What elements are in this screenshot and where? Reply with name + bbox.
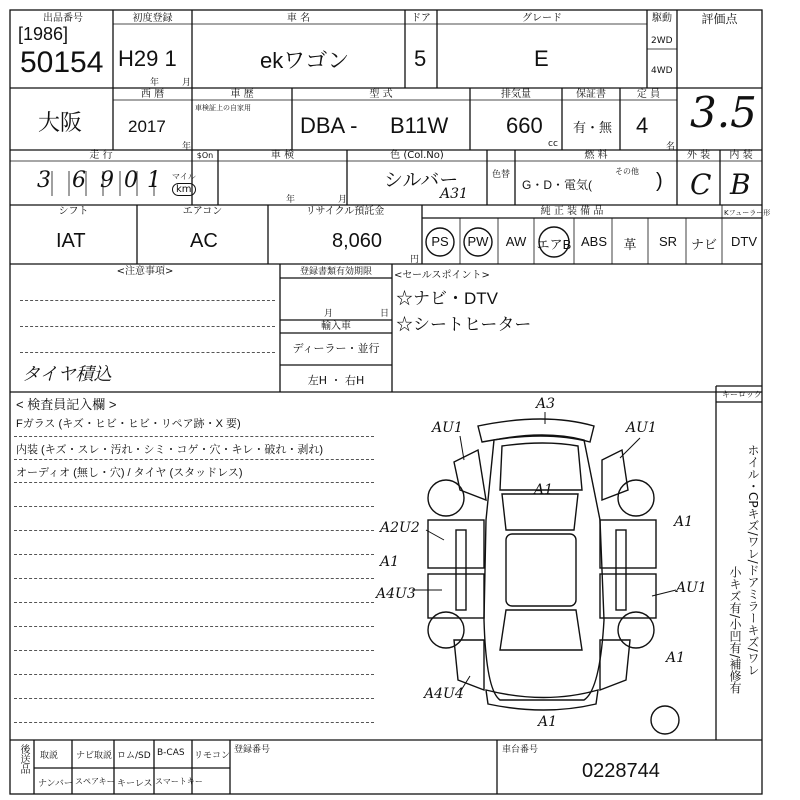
sales-point-1: ☆ナビ・DTV [396, 289, 498, 308]
footer-item-spare-key: スペアキー [75, 777, 115, 786]
mark-right-door-rear: AU1 [676, 580, 707, 596]
first-reg-month-unit: 月 [182, 78, 192, 88]
inspector-line-glass: Fガラス (キズ・ヒビ・ヒビ・リペア跡・X 要) [16, 418, 241, 430]
displacement-label: 排気量 [501, 89, 531, 100]
chassis-label: 車台番号 [502, 745, 539, 755]
recycle-value: 8,060 [332, 230, 383, 252]
doors-label: ドア [411, 13, 431, 24]
footer-item-keyless: キーレス [117, 779, 153, 789]
fuel-label: 燃 料 [584, 150, 608, 161]
mark-left-quarter: A4U3 [376, 586, 416, 602]
equipment-navi: ナビ [690, 237, 717, 252]
doors-value: 5 [414, 46, 427, 71]
model-label: 型 式 [369, 89, 393, 100]
keyless-label: Kフューラー形 [724, 209, 771, 217]
mileage-digit: 6 [72, 168, 86, 193]
transport-label: 後送品 [18, 744, 29, 774]
equipment-leather: 革 [623, 237, 637, 252]
model-prefix: DBA - [300, 113, 358, 138]
equipment-airbag: エアB [536, 237, 572, 252]
equipment-pw: PW [467, 234, 489, 249]
shift-value: IAT [56, 230, 86, 252]
footer-item-rom-sd: ロム/SD [117, 751, 151, 761]
equipment-aw: AW [505, 234, 527, 249]
color-change-label: 色替 [491, 170, 510, 180]
drive-4wd: 4WD [651, 66, 673, 76]
mark-hood: A1 [534, 482, 554, 498]
mark-front-right-fender: AU1 [626, 420, 657, 436]
recycle-label: リサイクル預託金 [305, 206, 385, 217]
inspector-title: < 検査員記入欄 > [16, 397, 117, 412]
displacement-unit: cc [548, 139, 558, 149]
side-note-damage: 小キズ有/小凹有/補修有 [728, 566, 742, 695]
displacement-value: 660 [506, 113, 543, 138]
capacity-value: 4 [636, 113, 649, 138]
mark-front-left-fender: AU1 [432, 420, 463, 436]
sales-point-2: ☆シートヒーター [396, 315, 532, 334]
lot-prefix: [1986] [18, 24, 69, 44]
dealer-label: ディーラー・並行 [292, 342, 380, 355]
shift-label: シフト [58, 206, 89, 217]
footer-item-manual: 取説 [40, 751, 59, 761]
exterior-value: C [690, 168, 712, 201]
dollar-label: $On [196, 151, 214, 160]
reg-number-label: 登録番号 [234, 745, 271, 755]
shaken-month-unit: 月 [338, 195, 348, 205]
fuel-values: G・D・電気( [522, 178, 592, 192]
color-label: 色 (Col.No) [390, 150, 444, 161]
first-reg-label: 初度登録 [132, 13, 173, 24]
footer-item-navi-manual: ナビ取説 [76, 751, 113, 761]
model-code: B11W [390, 113, 449, 138]
first-reg-value: H29 1 [118, 46, 177, 71]
equipment-dtv: DTV [731, 234, 757, 249]
grade-label: グレード [522, 13, 562, 24]
ac-label: エアコン [182, 206, 223, 217]
capacity-label: 定 員 [636, 89, 661, 100]
caution-handwritten: タイヤ積込 [22, 364, 112, 385]
reg-day: 日 [380, 309, 390, 319]
reg-doc-label: 登録書類有効期限 [299, 267, 372, 277]
mileage-label: 走 行 [89, 150, 113, 161]
mark-right-door-front: A1 [674, 514, 694, 530]
handle-label: 左H ・ 右H [307, 374, 365, 387]
mark-left-door-front: A2U2 [380, 520, 420, 536]
caution-label: <注意事項> [116, 266, 174, 277]
mileage-unit-mile: マイル [172, 172, 196, 181]
mileage-digit: 9 [100, 168, 114, 193]
region: 大阪 [38, 110, 83, 135]
mark-rear-left: A4U4 [424, 686, 464, 702]
mileage-digit: 3 [37, 168, 51, 193]
mark-right-quarter: A1 [666, 650, 686, 666]
sales-point-label: <セールスポイント> [394, 270, 490, 281]
color-value: シルバー [384, 170, 459, 191]
footer-item-smart-key: スマートキー [155, 777, 203, 786]
footer-item-remote: リモコン [194, 751, 231, 761]
score-label: 評価点 [701, 12, 738, 26]
year-value: 2017 [128, 117, 166, 136]
ac-value: AC [190, 230, 218, 252]
import-label: 輸入車 [321, 321, 351, 332]
score-value: 3.5 [690, 88, 757, 137]
fuel-close-paren: ) [656, 170, 663, 192]
history-label: 車 歴 [230, 89, 254, 100]
side-note-wheel: ホイル・CPキズ/ワレ/ドアミラーキズ/ワレ [746, 444, 760, 676]
equipment-ps: PS [431, 234, 449, 249]
mileage-digit: 0 [124, 168, 138, 193]
equipment-label: 純 正 装 備 品 [540, 206, 604, 217]
footer-item-number: ナンバー [38, 779, 73, 789]
equipment-sr: SR [658, 234, 678, 249]
mark-left-door-rear: A1 [380, 554, 400, 570]
lot-number-label: 出品番号 [43, 13, 83, 24]
drive-2wd: 2WD [651, 36, 673, 46]
exterior-label: 外 装 [686, 150, 711, 161]
car-name-label: 車 名 [286, 13, 311, 24]
car-name: ekワゴン [260, 48, 350, 73]
mark-rear: A1 [538, 714, 558, 730]
year-label: 西 暦 [140, 89, 165, 100]
mark-front: A3 [536, 396, 556, 412]
shaken-label: 車 検 [270, 150, 295, 161]
drive-label: 駆動 [652, 13, 672, 24]
equipment-abs: ABS [580, 234, 607, 249]
lot-number: 50154 [20, 46, 104, 79]
footer-item-bcas: B-CAS [157, 748, 185, 758]
chassis-number: 0228744 [582, 760, 660, 782]
capacity-unit: 名 [666, 142, 676, 152]
first-reg-year-unit: 年 [150, 78, 160, 88]
shaken-year-unit: 年 [286, 195, 296, 205]
warranty-label: 保証書 [576, 89, 606, 100]
warranty-value: 有・無 [573, 120, 613, 135]
keylock-label: キーロック [722, 390, 762, 399]
inspector-line-interior: 内装 (キズ・スレ・汚れ・シミ・コゲ・穴・キレ・破れ・剥れ) [16, 444, 324, 456]
color-code: A31 [440, 186, 468, 202]
mileage-digit: 1 [147, 168, 161, 193]
recycle-unit: 円 [410, 255, 420, 265]
fuel-other-label: その他 [615, 167, 639, 176]
year-unit: 年 [182, 142, 192, 152]
grade-value: E [534, 46, 549, 71]
reg-month: 月 [324, 309, 334, 319]
interior-value: B [730, 168, 751, 201]
inspector-line-audio: オーディオ (無し・穴) / タイヤ (スタッドレス) [16, 467, 243, 479]
interior-label: 内 装 [729, 150, 753, 161]
mileage-unit-km: km [172, 183, 196, 196]
history-sub: 車検証上の自家用 [195, 104, 251, 112]
